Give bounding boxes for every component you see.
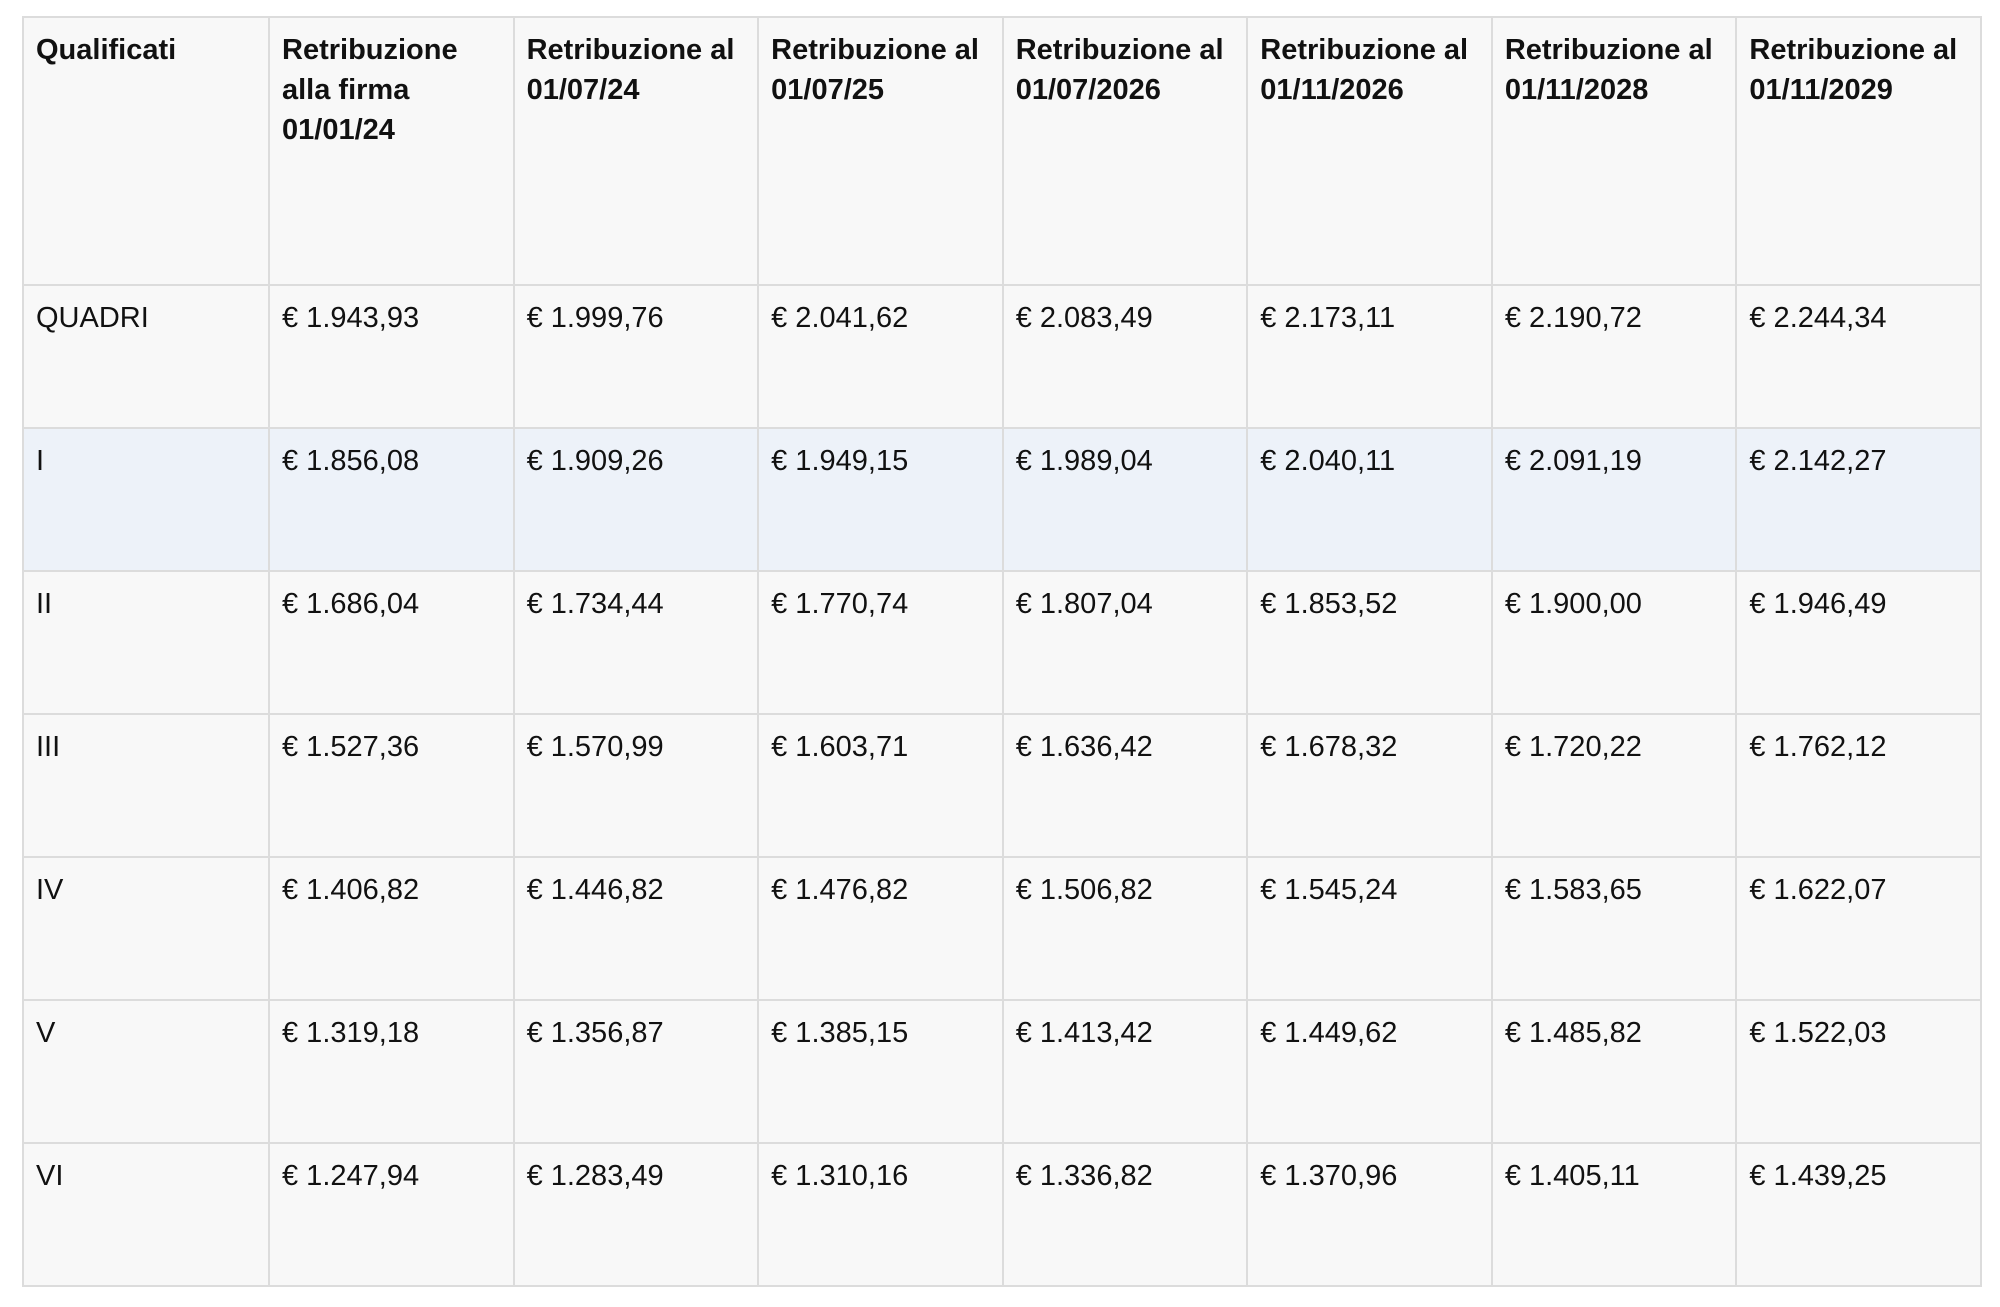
salary-cell: € 1.545,24: [1247, 857, 1492, 1000]
table-row: [23, 571, 1981, 714]
salary-cell: € 2.142,27: [1736, 428, 1981, 571]
salary-cell: € 1.413,42: [1003, 1000, 1248, 1143]
column-header-retribuzione-2029-11: Retribuzione al 01/11/2029: [1736, 17, 1981, 285]
table-row: [23, 285, 1981, 428]
table-row: [23, 1143, 1981, 1286]
salary-cell: € 1.385,15: [758, 1000, 1003, 1143]
salary-cell: € 1.527,36: [269, 714, 514, 857]
salary-cell: € 1.762,12: [1736, 714, 1981, 857]
column-header-retribuzione-2026-07: Retribuzione al 01/07/2026: [1003, 17, 1248, 285]
salary-table: [22, 16, 1982, 1287]
salary-cell: € 1.476,82: [758, 857, 1003, 1000]
column-header-retribuzione-2025-07: Retribuzione al 01/07/25: [758, 17, 1003, 285]
salary-cell: € 1.485,82: [1492, 1000, 1737, 1143]
salary-cell: € 1.570,99: [514, 714, 759, 857]
column-header-retribuzione-2026-11: Retribuzione al 01/11/2026: [1247, 17, 1492, 285]
column-header-retribuzione-firma: Retribuzione alla firma 01/01/24: [269, 17, 514, 285]
salary-cell: € 1.636,42: [1003, 714, 1248, 857]
row-level-label: III: [23, 714, 269, 857]
salary-cell: € 1.770,74: [758, 571, 1003, 714]
table-row: [23, 428, 1981, 571]
row-level-label: II: [23, 571, 269, 714]
salary-cell: € 1.989,04: [1003, 428, 1248, 571]
row-level-label: QUADRI: [23, 285, 269, 428]
salary-cell: € 1.446,82: [514, 857, 759, 1000]
salary-cell: € 2.041,62: [758, 285, 1003, 428]
salary-cell: € 1.370,96: [1247, 1143, 1492, 1286]
salary-cell: € 1.943,93: [269, 285, 514, 428]
salary-cell: € 1.449,62: [1247, 1000, 1492, 1143]
salary-cell: € 1.336,82: [1003, 1143, 1248, 1286]
salary-cell: € 1.949,15: [758, 428, 1003, 571]
salary-cell: € 1.720,22: [1492, 714, 1737, 857]
salary-cell: € 1.439,25: [1736, 1143, 1981, 1286]
salary-cell: € 1.603,71: [758, 714, 1003, 857]
salary-cell: € 2.244,34: [1736, 285, 1981, 428]
row-level-label: IV: [23, 857, 269, 1000]
salary-cell: € 1.900,00: [1492, 571, 1737, 714]
salary-cell: € 1.853,52: [1247, 571, 1492, 714]
table-row: [23, 1000, 1981, 1143]
salary-cell: € 1.405,11: [1492, 1143, 1737, 1286]
salary-cell: € 1.734,44: [514, 571, 759, 714]
row-level-label: I: [23, 428, 269, 571]
column-header-qualificati: Qualificati: [23, 17, 269, 285]
salary-cell: € 1.807,04: [1003, 571, 1248, 714]
table-row: [23, 714, 1981, 857]
salary-cell: € 1.622,07: [1736, 857, 1981, 1000]
salary-cell: € 1.283,49: [514, 1143, 759, 1286]
salary-cell: € 1.319,18: [269, 1000, 514, 1143]
row-level-label: V: [23, 1000, 269, 1143]
salary-cell: € 1.247,94: [269, 1143, 514, 1286]
salary-cell: € 2.190,72: [1492, 285, 1737, 428]
salary-cell: € 2.091,19: [1492, 428, 1737, 571]
salary-cell: € 1.909,26: [514, 428, 759, 571]
salary-cell: € 1.506,82: [1003, 857, 1248, 1000]
salary-cell: € 1.583,65: [1492, 857, 1737, 1000]
table-body: [23, 285, 1981, 1286]
table-row: [23, 857, 1981, 1000]
salary-cell: € 1.406,82: [269, 857, 514, 1000]
row-level-label: VI: [23, 1143, 269, 1286]
column-header-retribuzione-2028-11: Retribuzione al 01/11/2028: [1492, 17, 1737, 285]
salary-cell: € 2.173,11: [1247, 285, 1492, 428]
table-header: [23, 17, 1981, 285]
salary-cell: € 2.083,49: [1003, 285, 1248, 428]
salary-cell: € 1.856,08: [269, 428, 514, 571]
salary-cell: € 1.310,16: [758, 1143, 1003, 1286]
header-row: [23, 17, 1981, 285]
column-header-retribuzione-2024-07: Retribuzione al 01/07/24: [514, 17, 759, 285]
salary-cell: € 1.999,76: [514, 285, 759, 428]
salary-cell: € 2.040,11: [1247, 428, 1492, 571]
salary-cell: € 1.686,04: [269, 571, 514, 714]
salary-cell: € 1.356,87: [514, 1000, 759, 1143]
salary-cell: € 1.522,03: [1736, 1000, 1981, 1143]
salary-cell: € 1.678,32: [1247, 714, 1492, 857]
salary-cell: € 1.946,49: [1736, 571, 1981, 714]
